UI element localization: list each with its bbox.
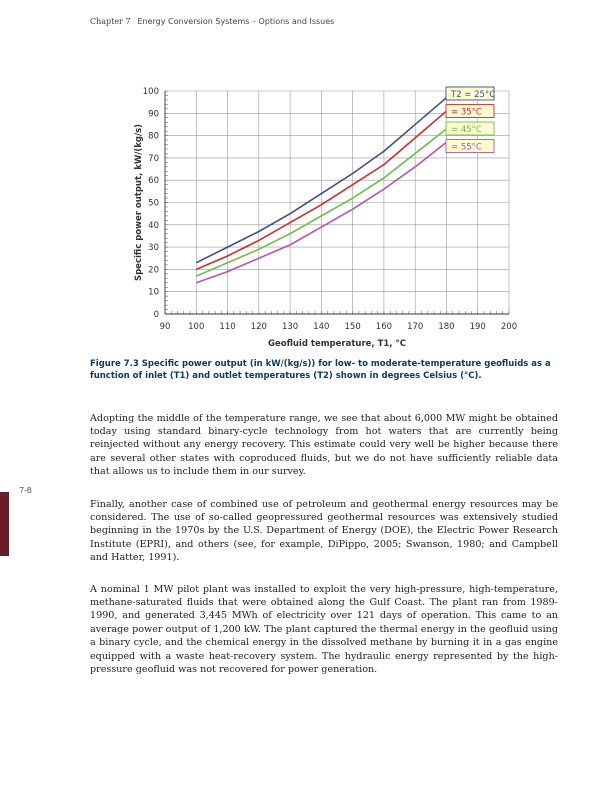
x-tick-label: 150 xyxy=(344,322,361,332)
x-tick-label: 100 xyxy=(188,322,205,332)
y-tick-label: 0 xyxy=(153,310,159,320)
figure-caption: Figure 7.3 Specific power output (in kW/(kg/s)) for low- to moderate-temperature geofluids as a function of inlet (T1) and outlet temperatures (T2) shown in degrees Celsius (°C). xyxy=(90,359,551,381)
y-tick-label: 80 xyxy=(148,131,159,142)
legend-label: = 45°C xyxy=(451,125,482,135)
y-tick-label: 100 xyxy=(142,87,159,97)
legend-label: = 55°C xyxy=(451,142,482,153)
body-paragraph: A nominal 1 MW pilot plant was installed to exploit the very high-pressure, high-temperature, methane-saturated fluids that were obtained along the Gulf Coast. The plant ran from 1989-1990, and generated 3,445 MWh of electricity over 121 days of operation. This came to an average power output of 1,200 kW. The plant captured the thermal energy in the geofluid using a binary cycle, and the chemical energy in the dissolved methane by burning it in a gas engine equipped with a waste heat-recovery system. The hydraulic energy represented by the high-pressure geofluid was not recovered for power generation. xyxy=(90,583,558,676)
x-tick-label: 120 xyxy=(250,322,267,332)
body-paragraph: Finally, another case of combined use of petroleum and geothermal energy resources may be considered. The use of so-called geopressured geothermal resources was extensively studied beginning in the 1970s by the U.S. Department of Energy (DOE), the Electric Power Research Institute (EPRI), and others (see, for example, DiPippo, 2005; Swanson, 1980; and Campbell and Hatter, 1991). xyxy=(90,498,558,564)
y-tick-label: 90 xyxy=(148,109,159,120)
body-paragraph: Adopting the middle of the temperature range, we see that about 6,000 MW might be obtained today using standard binary-cycle technology from hot waters that are currently being reinjected without any energy recovery. This estimate could very well be higher because there are several other states with coproduced fluids, but we do not have sufficiently reliable data that allows us to include them in our survey. xyxy=(90,412,558,478)
y-tick-label: 40 xyxy=(148,220,159,231)
chapter-label: Chapter 7 xyxy=(90,17,131,26)
x-tick-label: 90 xyxy=(159,322,171,332)
x-tick-label: 190 xyxy=(469,322,486,332)
x-tick-label: 140 xyxy=(313,322,330,332)
x-tick-label: 170 xyxy=(407,322,424,332)
x-tick-label: 180 xyxy=(438,322,455,332)
chapter-title: Energy Conversion Systems – Options and Issues xyxy=(137,17,335,26)
x-tick-label: 160 xyxy=(375,322,393,332)
legend-label: = 35°C xyxy=(451,107,482,118)
figure-chart xyxy=(0,0,612,360)
y-tick-label: 30 xyxy=(148,243,159,254)
margin-tab xyxy=(0,492,9,556)
y-tick-label: 50 xyxy=(148,198,159,209)
x-tick-label: 130 xyxy=(281,322,299,332)
x-axis-label: Geofluid temperature, T1, °C xyxy=(267,339,407,349)
x-tick-label: 110 xyxy=(219,322,236,332)
y-axis-label: Specific power output, kW/(kg/s) xyxy=(134,123,144,282)
page-number: 7-8 xyxy=(19,486,32,495)
y-tick-label: 10 xyxy=(148,287,159,298)
legend-label: T2 = 25°C xyxy=(451,90,496,100)
y-tick-label: 60 xyxy=(148,176,159,187)
y-tick-label: 70 xyxy=(148,153,159,164)
x-tick-label: 200 xyxy=(500,322,518,332)
y-tick-label: 20 xyxy=(148,265,159,276)
